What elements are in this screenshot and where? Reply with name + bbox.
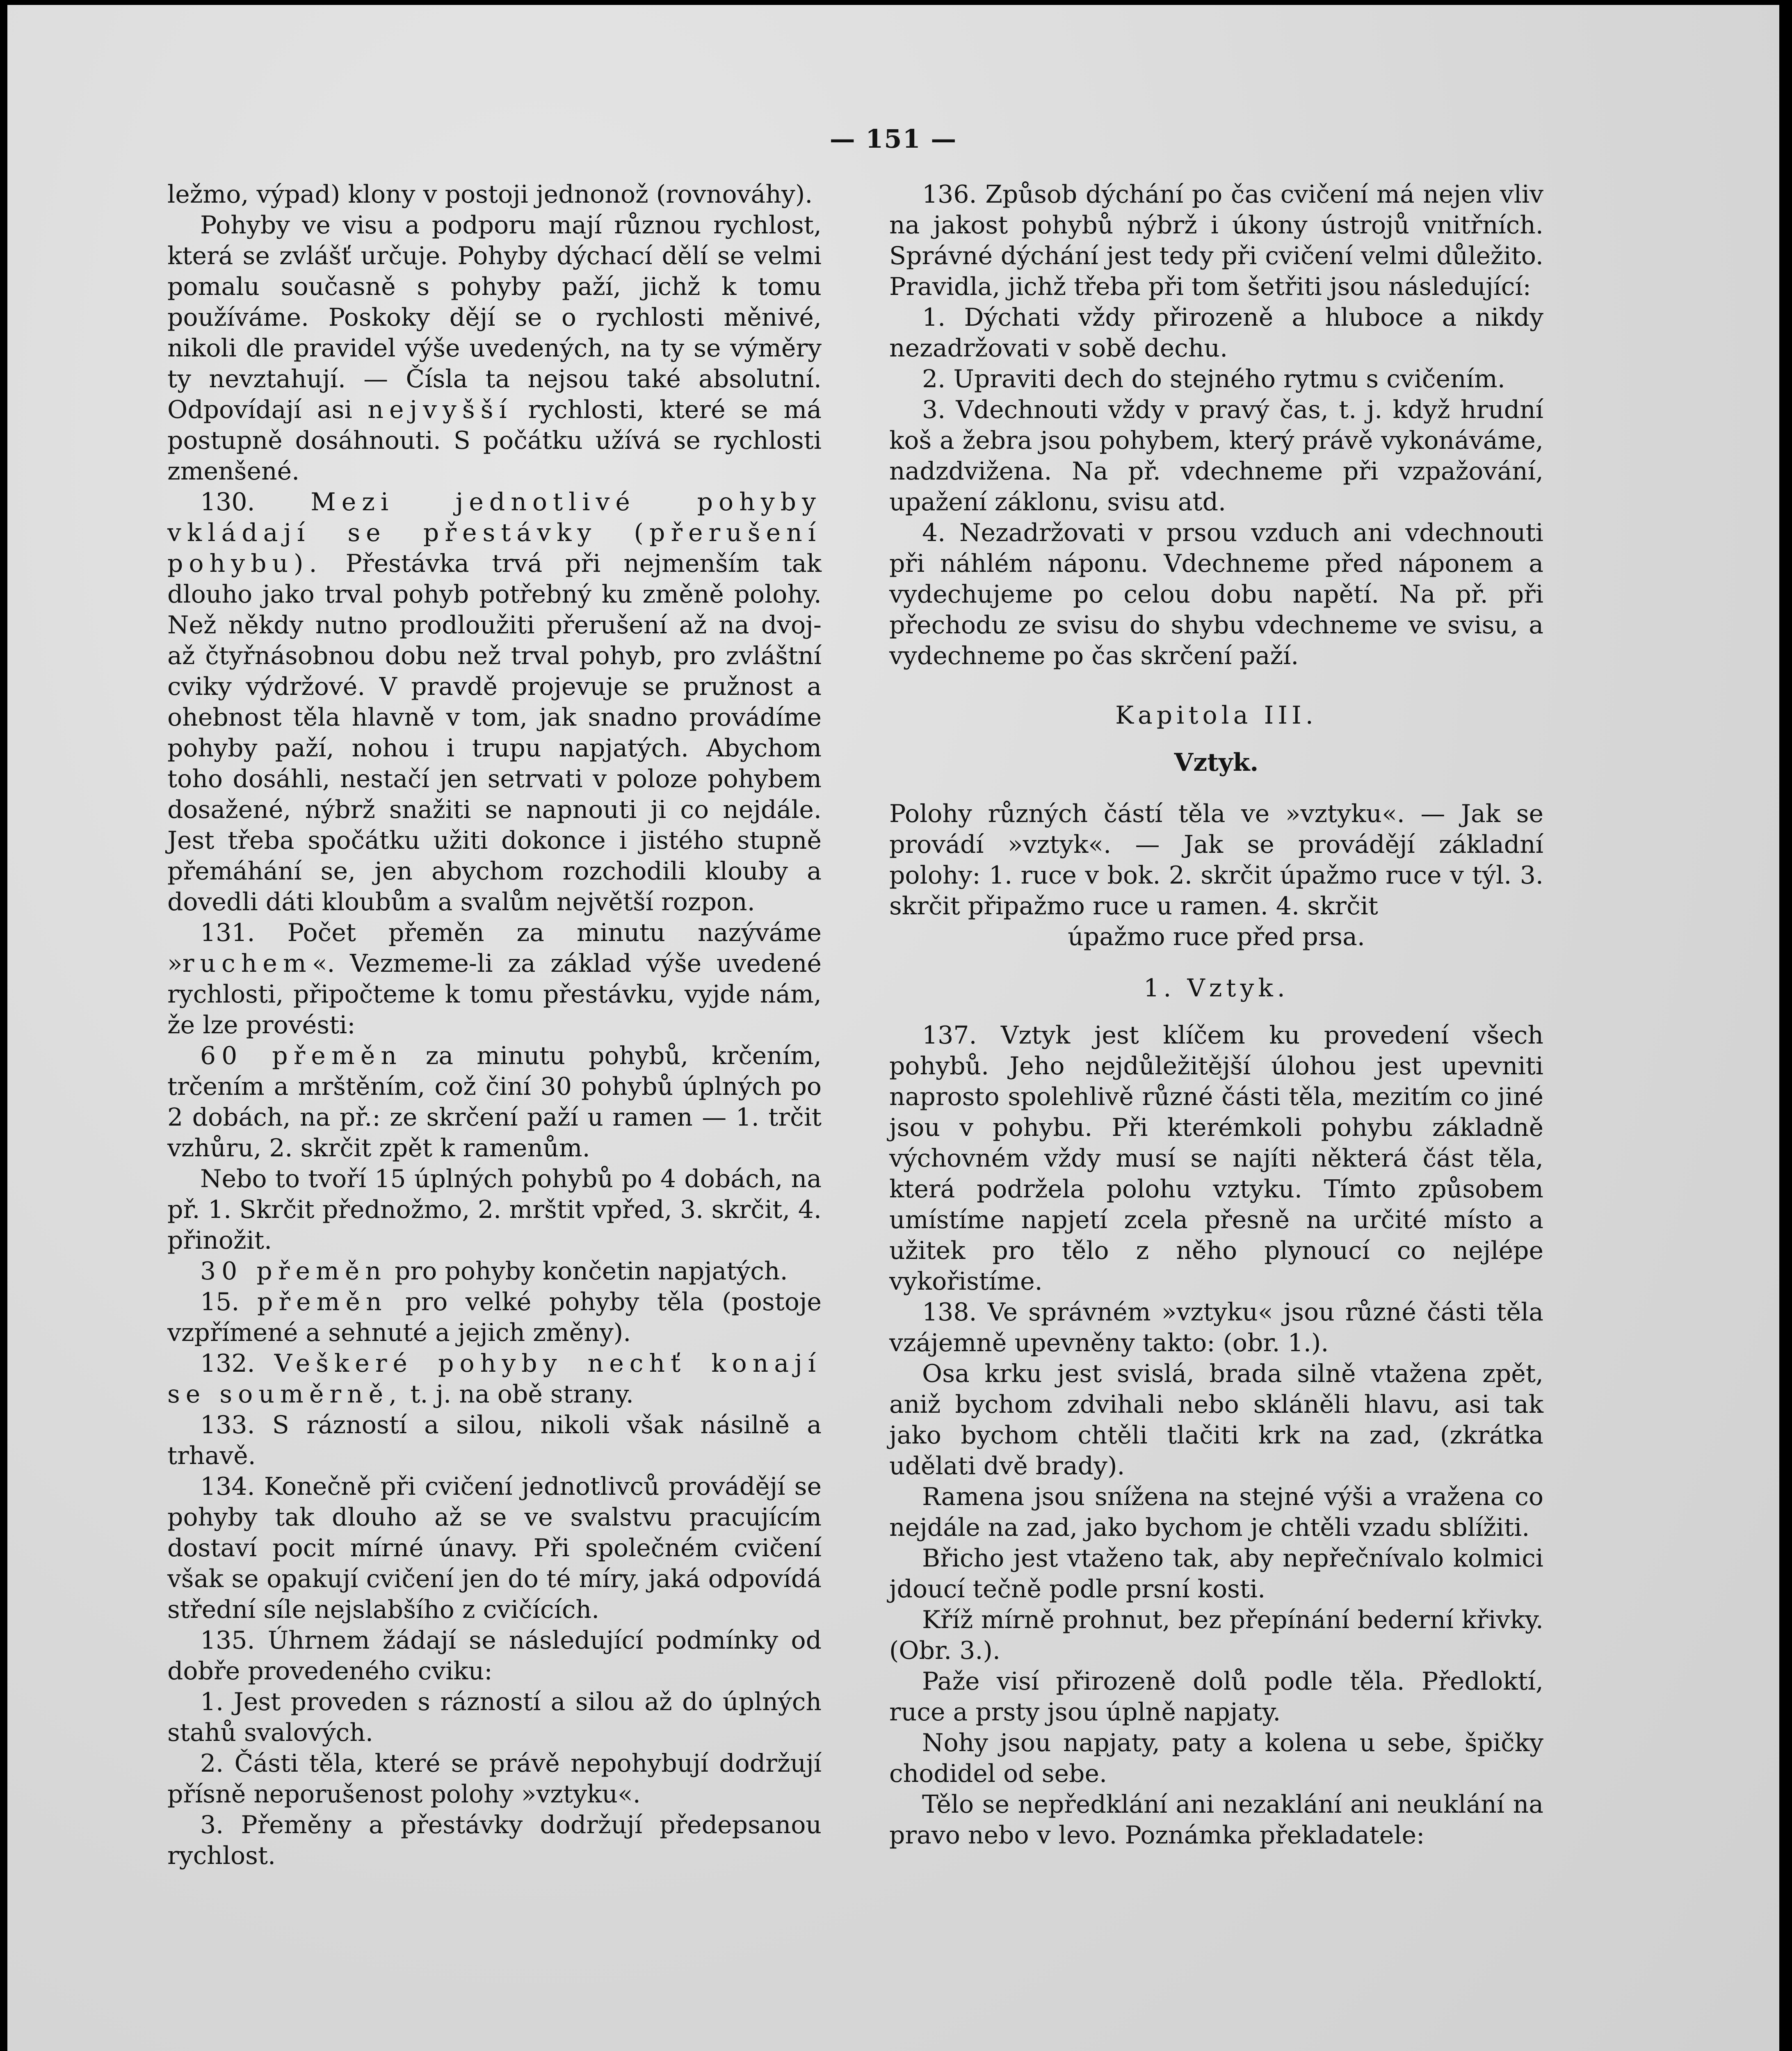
text: Pohyby ve visu a podporu mají různou rychlost, která se zvlášť určuje. Pohyby dýchací dělí se velmi pomalu současně s pohyby paží, jichž k tomu používáme. Poskoky dějí se o rychlosti měnivé, nikoli dle pravidel výše uvedených, na ty se výměry ty nevztahují. — Čísla ta nejsou také absolutní. Odpovídají asi	[167, 211, 822, 424]
paragraph: Paže visí přirozeně dolů podle těla. Předloktí, ruce a prsty jsou úplně napjaty.	[889, 1667, 1543, 1727]
paragraph	[167, 918, 822, 1041]
paragraph: Tělo se nepředklání ani nezaklání ani neuklání na pravo nebo v levo. Poznámka překladatele:	[889, 1790, 1543, 1850]
list-item: 2. Části těla, které se právě nepohybují dodržují přísně neporušenost polohy »vztyku«.	[167, 1749, 822, 1809]
paragraph	[167, 1256, 822, 1287]
chapter-summary: Polohy různých částí těla ve »vztyku«. — Jak se provádí »vztyk«. — Jak se provádějí základní polohy: 1. ruce v bok. 2. skrčit úpažmo ruce v týl. 3. skrčit připažmo ruce u ramen. 4. skrčit	[889, 799, 1543, 920]
list-item: 3. Přeměny a přestávky dodržují předepsanou rychlost.	[167, 1811, 822, 1870]
paragraph: Ramena jsou snížena na stejné výši a vražena co nejdále na zad, jako bychom je chtěli vzadu sblížiti.	[889, 1482, 1543, 1542]
paragraph: ležmo, výpad) klony v postoji jednonož (rovnováhy).	[167, 180, 813, 209]
paragraph	[167, 1041, 822, 1164]
emphasis: ruchem	[182, 949, 312, 978]
paragraph: 137. Vztyk jest klíčem ku provedení všech pohybů. Jeho nejdůležitější úlohou jest upevniti naprosto spolehlivě různé části těla, mezitím co jiné jsou v pohybu. Při kterémkoli pohybu základně výchovném vždy musí se najíti některá část těla, která podržela polohu vztyku. Tímto způsobem umístíme napjetí zcela přesně na určité místo a užitek pro tělo z něho plynoucí co nejlépe vykořistíme.	[889, 1021, 1543, 1296]
chapter-title: Vztyk.	[1174, 748, 1259, 777]
emphasis: nejvyšší	[368, 395, 513, 424]
paragraph-number: 132.	[200, 1349, 255, 1378]
paragraph: 138. Ve správném »vztyku« jsou různé části těla vzájemně upevněny takto: (obr. 1.).	[889, 1298, 1543, 1357]
chapter-summary-last-line: úpažmo ruce před prsa.	[1068, 923, 1365, 951]
paragraph	[167, 210, 822, 487]
left-column	[167, 179, 822, 1871]
emphasis: 60 přeměn	[200, 1041, 402, 1070]
list-item: 3. Vdechnouti vždy v pravý čas, t. j. když hrudní koš a žebra jsou pohybem, který právě vykonáváme, nadzdvižena. Na př. vdechneme při vzpažování, upažení záklonu, svisu atd.	[889, 395, 1543, 516]
paragraph	[167, 487, 822, 918]
emphasis: Mezi jednotlivé pohyby vkládají se přestávky (přerušení pohybu).	[167, 488, 822, 578]
text: pro pohyby končetin napjatých.	[395, 1257, 788, 1286]
text: 15.	[200, 1288, 240, 1316]
paragraph-number: 130.	[200, 488, 255, 516]
right-column	[889, 179, 1543, 1851]
paragraph: 133. S rázností a silou, nikoli však násilně a trhavě.	[167, 1411, 822, 1470]
list-item: 1. Jest proveden s rázností a silou až do úplných stahů svalových.	[167, 1688, 822, 1747]
paragraph	[167, 1287, 822, 1348]
list-item: 4. Nezadržovati v prsou vzduch ani vdechnouti při náhlém náponu. Vdechneme před náponem a vydechujeme po celou dobu napětí. Na př. při přechodu ze svisu do shybu vdechneme ve svisu, a vydechneme po čas skrčení paží.	[889, 518, 1543, 670]
emphasis: Veškeré pohyby nechť konají se souměrně,	[167, 1349, 822, 1409]
paragraph: 134. Konečně při cvičení jednotlivců provádějí se pohyby tak dlouho až se ve svalstvu pracujícím dostaví pocit mírné únavy. Při společném cvičení však se opakují cvičení jen do té míry, jaká odpovídá střední síle nejslabšího z cvičících.	[167, 1472, 822, 1624]
paragraph: 135. Úhrnem žádají se následující podmínky od dobře provedeného cviku:	[167, 1626, 822, 1686]
paragraph	[167, 1348, 822, 1410]
emphasis: 30 přeměn	[200, 1257, 387, 1286]
text: za minutu pohybů, krčením, trčením a mrštěním, což činí 30 pohybů úplných po 2 dobách, na př.: ze skrčení paží u ramen — 1. trčit vzhůru, 2. skrčit zpět k ramenům.	[167, 1041, 822, 1163]
text: rychlosti, které se má postupně dosáhnouti. S počátku užívá se rychlosti zmenšené.	[167, 395, 822, 486]
text: pro velké pohyby těla (postoje vzpřímené a sehnuté a jejich změny).	[167, 1288, 822, 1347]
page-number: — 151 —	[829, 124, 957, 154]
list-item: 2. Upraviti dech do stejného rytmu s cvičením.	[922, 365, 1505, 393]
paragraph: Nohy jsou napjaty, paty a kolena u sebe, špičky chodidel od sebe.	[889, 1729, 1543, 1788]
text: Přestávka trvá při nejmenším tak dlouho jako trval pohyb potřebný ku změně polohy. Než někdy nutno prodloužiti přerušení až na dvoj- až čtyřnásobnou dobu než trval pohyb, pro zvláštní cviky výdržové. V pravdě projevuje se pružnost a ohebnost těla hlavně v tom, jak snadno provádíme pohyby paží, nohou i trupu napjatých. Abychom toho dosáhli, nestačí jen setrvati v poloze pohybem dosažené, nýbrž snažiti se napnouti ji co nejdále. Jest třeba spočátku užiti dokonce i jistého stupně přemáhání se, jen abychom rozchodili klouby a dovedli dáti kloubům a svalům největší rozpon.	[167, 549, 822, 916]
chapter-heading: Kapitola III.	[1115, 701, 1317, 730]
paragraph: Kříž mírně prohnut, bez přepínání bederní křivky. (Obr. 3.).	[889, 1606, 1543, 1665]
paragraph: 136. Způsob dýchání po čas cvičení má nejen vliv na jakost pohybů nýbrž i úkony ústrojů vnitřních. Správné dýchání jest tedy při cvičení velmi důležito. Pravidla, jichž třeba při tom šetřiti jsou následující:	[889, 180, 1543, 301]
paragraph: Nebo to tvoří 15 úplných pohybů po 4 dobách, na př. 1. Skrčit přednožmo, 2. mrštit vpřed, 3. skrčit, 4. přinožit.	[167, 1165, 822, 1255]
paragraph: Břicho jest vtaženo tak, aby nepřečnívalo kolmici jdoucí tečně podle prsní kosti.	[889, 1544, 1543, 1603]
emphasis: přeměn	[257, 1288, 388, 1316]
text: t. j. na obě strany.	[410, 1380, 634, 1409]
section-heading: 1. Vztyk.	[1144, 974, 1289, 1003]
text: 131. Počet přeměn za minutu nazýváme »	[167, 918, 822, 978]
list-item: 1. Dýchati vždy přirozeně a hluboce a nikdy nezadržovati v sobě dechu.	[889, 303, 1543, 363]
paragraph: Osa krku jest svislá, brada silně vtažena zpět, aniž bychom zdvihali nebo skláněli hlavu, asi tak jako bychom chtěli tlačiti krk na zad, (zkrátka udělati dvě brady).	[889, 1359, 1543, 1480]
book-page	[7, 5, 1779, 2051]
text: «. Vezmeme-li za základ výše uvedené rychlosti, připočteme k tomu přestávku, vyjde nám, že lze provésti:	[167, 949, 822, 1039]
